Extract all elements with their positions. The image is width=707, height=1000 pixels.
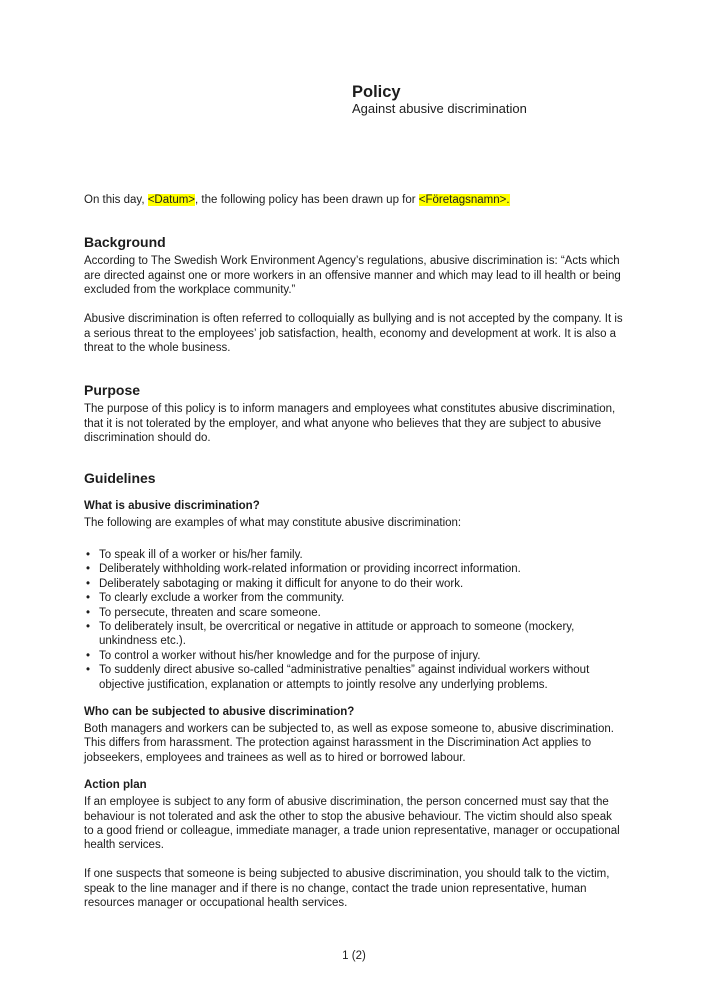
bullet-item: • To speak ill of a worker or his/her family. <box>99 548 624 562</box>
datum-placeholder: <Datum> <box>147 194 196 206</box>
intro-paragraph <box>84 193 624 207</box>
intro-text-1: On this day, <box>84 194 148 206</box>
section-heading-guidelines: Guidelines <box>84 469 156 486</box>
subheading-who-can-be-subjected: Who can be subjected to abusive discrimination? <box>84 706 355 719</box>
title-block <box>352 84 624 116</box>
purpose-paragraph: The purpose of this policy is to inform managers and employees what constitutes abusive discrimination, that it is not tolerated by the employer, and what anyone who believes that they are subject to abusive discrimination should do. <box>84 403 616 445</box>
subheading-what-is-abusive-discrimination: What is abusive discrimination? <box>84 499 260 512</box>
action-paragraph-1: If an employee is subject to any form of abusive discrimination, the person concerned must say that the behaviour is not tolerated and ask the other to stop the abusive behaviour. The victim should also speak to a good friend or colleague, immediate manager, a trade union representative, manager or occupational health services. <box>84 796 620 852</box>
background-paragraph-2: Abusive discrimination is often referred to colloquially as bullying and is not accepted by the company. It is a serious threat to the employees’ job satisfaction, health, economy and development at work. It is also a threat to the whole business. <box>84 313 623 354</box>
who-paragraph: Both managers and workers can be subjected to, as well as expose someone to, abusive discrimination. This differs from harassment. The protection against harassment in the Discrimination Act applies to jobseekers, employees and trainees as well as to hired or borrowed labour. <box>84 723 614 764</box>
section-heading-background: Background <box>84 234 166 251</box>
subheading-action-plan: Action plan <box>84 779 147 792</box>
page-title: Policy <box>352 83 401 101</box>
section-heading-purpose: Purpose <box>84 382 141 399</box>
action-paragraph-2: If one suspects that someone is being subjected to abusive discrimination, you should talk to the victim, speak to the line manager and if there is no change, contact the trade union representative, human resources manager or occupational health services. <box>84 868 610 910</box>
bullet-item: • To suddenly direct abusive so-called “administrative penalties” against individual workers without objective justification, explanation or attempts to jointly resolve any underlying problems. <box>99 663 624 692</box>
bullet-item: • To control a worker without his/her knowledge and for the purpose of injury. <box>99 649 624 663</box>
page-number: 1 (2) <box>342 949 366 962</box>
bullet-item: • To persecute, threaten and scare someone. <box>99 606 624 620</box>
bullet-item: • Deliberately withholding work-related information or providing incorrect information. <box>99 562 624 576</box>
bullet-item: • Deliberately sabotaging or making it difficult for anyone to do their work. <box>99 577 624 591</box>
what-intro-paragraph: The following are examples of what may constitute abusive discrimination: <box>84 516 462 529</box>
page-subtitle: Against abusive discrimination <box>352 101 527 116</box>
intro-text-2: , the following policy has been drawn up for <box>195 194 419 206</box>
company-placeholder: <Företagsnamn>. <box>418 194 510 206</box>
bullet-item: • To deliberately insult, be overcritical or negative in attitude or approach to someone (mockery, unkindness etc.). <box>99 620 624 649</box>
bullet-list <box>84 548 624 692</box>
bullet-item: • To clearly exclude a worker from the community. <box>99 591 624 605</box>
background-paragraph-1: According to The Swedish Work Environment Agency’s regulations, abusive discrimination is: “Acts which are directed against one or more workers in an offensive manner and which may lead to ill health or being excluded from the workplace community.” <box>84 255 621 297</box>
